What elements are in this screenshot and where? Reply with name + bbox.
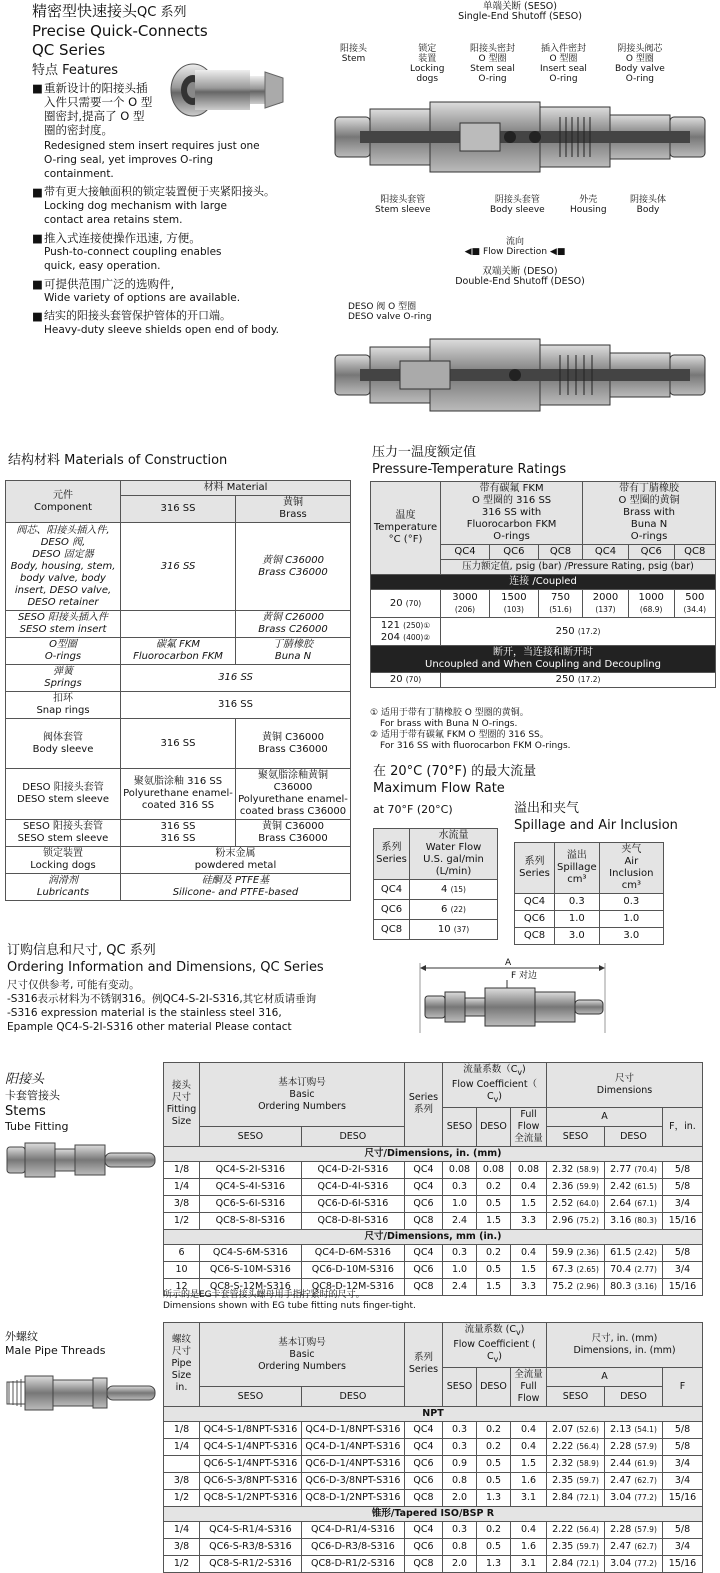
table-row: 6 QC4-S-6M-S316 QC4-D-6M-S316 QC4 0.3 0.2 0.4 59.9 (2.36) 61.5 (2.42) 5/8	[164, 1244, 703, 1261]
hdr-basic: 基本订购号 Basic Ordering Numbers	[200, 1323, 405, 1387]
hdr-series: QC6	[628, 545, 674, 560]
material-ss: 316 SS	[121, 523, 236, 611]
maxflow-row: QC6 6 (22)	[374, 900, 498, 920]
pt-value: 750 (51.6)	[538, 590, 582, 618]
hdr-series: 系列 Series	[515, 843, 555, 894]
hdr-dims: 尺寸, in. (mm) Dimensions, in. (mm)	[547, 1323, 703, 1368]
arrow-left-icon: ◀■	[464, 247, 481, 257]
hdr-size: 螺纹 尺寸 Pipe Size in.	[164, 1323, 200, 1407]
section-banner: 锥形/Tapered ISO/BSP R	[164, 1506, 703, 1521]
materials-title: 结构材料 Materials of Construction	[8, 453, 228, 468]
hdr-series: 系列 Series	[374, 829, 410, 880]
features-section	[32, 62, 322, 341]
material-ss	[121, 611, 236, 638]
spill-row: QC4 0.3 0.3	[515, 894, 664, 911]
hdr-cv: 流量系数 $(C_v)$ Flow Coefficient ( $C_v$)	[443, 1323, 547, 1368]
material-value: 硅酮及 PTFE基 Silicone- and PTFE-based	[121, 874, 351, 901]
hdr-series: 系列 Series	[405, 1323, 443, 1407]
pt-row: 121 (250)① 204 (400)② 250 (17.2)	[371, 618, 716, 646]
material-value: 316 SS	[121, 692, 351, 719]
material-brass: 黄铜 C36000 Brass C36000	[236, 719, 351, 769]
material-value: 粉末金属 powdered metal	[121, 847, 351, 874]
hdr-316ss: 316 SS	[121, 496, 236, 523]
title-cn: 精密型快速接头QC 系列	[32, 2, 187, 20]
feature-item: ■ 重新设计的阳接头插入件只需要一个 O 型圈密封,提高了 O 型圈的密封度。	[32, 81, 153, 137]
hdr-series: Series 系列	[405, 1063, 443, 1147]
dim-f-label: F 对边	[511, 971, 538, 981]
stem-photo	[5, 1135, 160, 1185]
feature-item: ■ 可提供范围广泛的选购件, Wide variety of options are available.	[32, 277, 241, 304]
material-row	[6, 820, 351, 847]
hdr-fkm: 带有碳氟 FKM O 型圈的 316 SS 316 SS with Fluorocarbon FKM O-rings	[441, 482, 583, 545]
label-stem: 阳接头 Stem	[340, 44, 368, 64]
pt-table	[370, 481, 716, 688]
feature-item: ■ 推入式连接使操作迅速, 方便。 Push-to-connect coupling enables quick, easy operation.	[32, 231, 222, 272]
material-ss: 碳氟 FKM Fluorocarbon FKM	[121, 638, 236, 665]
ordering-section: 订购信息和尺寸, QC 系列 Ordering Information and Dimensions, QC Series 尺寸仅供参考, 可能有变动。 -S316表示材料为不锈钢316。例QC4-S-2I-S316,其它材质请垂询 -S316 expression material is the stainless steel 316, Epample QC4-S-2I-S316 other material Please contact	[7, 943, 324, 1033]
hdr-air: 夹气 Air Inclusion cm³	[599, 843, 663, 894]
hdr-size: 接头 尺寸 Fitting Size	[164, 1063, 200, 1147]
pt-header-row	[371, 482, 716, 545]
title-series: QC Series	[32, 41, 106, 59]
table-row: 1/8 QC4-S-1/8NPT-S316 QC4-D-1/8NPT-S316 QC4 0.3 0.2 0.4 2.07 (52.6) 2.13 (54.1) 5/8	[164, 1421, 703, 1438]
section-banner: NPT	[164, 1406, 703, 1421]
material-ss: 聚氨脂涂釉 316 SS Polyurethane enamel- coated 316 SS	[121, 769, 236, 820]
hdr-series: QC6	[489, 545, 538, 560]
label-deso-valve: DESO 阀 O 型圈 DESO valve O-ring	[348, 302, 432, 322]
table-row: 3/8 QC6-S-3/8NPT-S316 QC6-D-3/8NPT-S316 QC6 0.8 0.5 1.6 2.35 (59.7) 2.47 (62.7) 3/4	[164, 1472, 703, 1489]
material-component: 扣环 Snap rings	[6, 692, 121, 719]
maxflow-title: 在 20°C (70°F) 的最大流量 Maximum Flow Rate at 70°F (20°C)	[373, 764, 537, 816]
material-row	[6, 692, 351, 719]
pt-title: 压力一温度额定值 Pressure-Temperature Ratings	[372, 445, 567, 477]
material-component: 润滑剂 Lubricants	[6, 874, 121, 901]
table-row: 1/4 QC4-S-1/4NPT-S316 QC4-D-1/4NPT-S316 QC4 0.3 0.2 0.4 2.22 (56.4) 2.28 (57.9) 5/8	[164, 1438, 703, 1455]
maxflow-row: QC8 10 (37)	[374, 920, 498, 940]
label-stem-sleeve: 阳接头套管 Stem sleeve	[375, 195, 431, 215]
seso-cutaway-svg	[330, 87, 720, 197]
stems-table: 接头 尺寸 Fitting Size 基本订购号 Basic Ordering Numbers Series 系列 流量系数$(C_v)$ Flow Coefficient（ $C_v$) 尺寸 Dimensions SESO DESO Full Flow 全流量 A F，in. SESO DESO SESO DESO 尺寸/Dimensions, in. (mm) 1/8 QC4-S-2I-S316 QC4-D-2I-S316 QC4 0.08 0.08 0.08 2.32 (58.9) 2.77 (70.4) 5/8 1/4 QC4-S-4I-S316 QC4-D-4I-S316 QC4 0.3 0.2 0.4 2.36 (59.9) 2.42 (61.5) 5/8 3/8 QC6-S-6I-S316 QC6-D-6I-S316 QC6 1.0 0.5 1.5 2.52 (64.0) 2.64 (67.1) 3/4 1/2 QC8-S-8I-S316 QC8-D-8I-S316 QC8 2.4 1.5 3.3 2.96 (75.2) 3.16 (80.3) 15/16 尺寸/Dimensions, mm (in.) 6 QC4-S-6M-S316 QC4-D-6M-S316 QC4 0.3 0.2 0.4 59.9 (2.36) 61.5 (2.42) 5/8 10 QC6-S-10M-S316 QC6-D-10M-S316 QC6 1.0 0.5 1.5 67.3 (2.65) 70.4 (2.77) 3/4 12 QC8-S-12M-S316 QC8-D-12M-S316 QC8 2.4 1.5 3.3 75.2 (2.96) 80.3 (3.16) 15/16	[163, 1062, 703, 1296]
material-component: DESO 阳接头套管 DESO stem sleeve	[6, 769, 121, 820]
deso-cutaway-svg	[330, 327, 720, 427]
spill-row: QC6 1.0 1.0	[515, 911, 664, 928]
hdr-buna: 带有丁腈橡胶 O 型圈的黄铜 Brass with Buna N O-rings	[583, 482, 716, 545]
hdr-component: 元件 Component	[6, 481, 121, 523]
label-insert-seal: 插入件密封 O 型圈 Insert seal O-ring	[540, 44, 587, 84]
hdr-basic: 基本订购号 Basic Ordering Numbers	[200, 1063, 405, 1127]
table-row: 3/8 QC6-S-6I-S316 QC6-D-6I-S316 QC6 1.0 0.5 1.5 2.52 (64.0) 2.64 (67.1) 3/4	[164, 1195, 703, 1212]
table-row: 3/8 QC6-S-R3/8-S316 QC6-D-R3/8-S316 QC6 0.8 0.5 1.6 2.35 (59.7) 2.47 (62.7) 3/4	[164, 1538, 703, 1555]
label-locking-dogs: 锁定 装置 Locking dogs	[410, 44, 445, 84]
table-row: 1/8 QC4-S-2I-S316 QC4-D-2I-S316 QC4 0.08 0.08 0.08 2.32 (58.9) 2.77 (70.4) 5/8	[164, 1161, 703, 1178]
material-ss: 316 SS	[121, 719, 236, 769]
hdr-spillage: 溢出 Spillage cm³	[555, 843, 600, 894]
title-en: Precise Quick-Connects	[32, 22, 208, 40]
maxflow-table	[373, 828, 498, 940]
material-value: 316 SS	[121, 665, 351, 692]
material-row	[6, 874, 351, 901]
table-row: 1/2 QC8-S-R1/2-S316 QC8-D-R1/2-S316 QC8 2.0 1.3 3.1 2.84 (72.1) 3.04 (77.2) 15/16	[164, 1555, 703, 1572]
material-row	[6, 611, 351, 638]
material-component: 锁定装置 Locking dogs	[6, 847, 121, 874]
dim-a-label: A	[505, 958, 512, 968]
material-component: O型圈 O-rings	[6, 638, 121, 665]
flow-direction: 流向 ◀■ Flow Direction ◀■	[464, 237, 566, 257]
arrow-left-icon: ◀■	[549, 247, 566, 257]
table-row: 1/4 QC4-S-R1/4-S316 QC4-D-R1/4-S316 QC4 0.3 0.2 0.4 2.22 (56.4) 2.28 (57.9) 5/8	[164, 1521, 703, 1538]
material-component: SESO 阳接头插入件 SESO stem insert	[6, 611, 121, 638]
hdr-f: F，in.	[663, 1107, 703, 1146]
material-row	[6, 665, 351, 692]
stems-note: 所示的是EG卡套管接头螺母用手指拧紧时的尺寸。 Dimensions shown with EG tube fitting nuts finger-tight.	[163, 1290, 416, 1311]
pt-value: 250 (17.2)	[441, 673, 716, 688]
hdr-water-flow: 水流量 Water Flow U.S. gal/min (L/min)	[410, 829, 498, 880]
pt-value: 1500 (103)	[489, 590, 538, 618]
pt-notes: ① 适用于带有丁腈橡胶 O 型圈的黄铜。 For brass with Buna N O-rings. ② 适用于带有碳氟 FKM O 型圈的 316 SS。 For 316 SS with fluorocarbon FKM O-rings.	[370, 708, 571, 751]
cutaway-diagrams	[330, 2, 720, 432]
deso-title: 双端关断 (DESO) Double-End Shutoff (DESO)	[455, 266, 585, 287]
page-header	[32, 2, 312, 60]
hdr-temperature: 温度 Temperature °C (°F)	[371, 482, 441, 575]
material-brass: 黄铜 C26000 Brass C26000	[236, 611, 351, 638]
pipe-table: 螺纹 尺寸 Pipe Size in. 基本订购号 Basic Ordering Numbers 系列 Series 流量系数 $(C_v)$ Flow Coefficient ( $C_v$) 尺寸, in. (mm) Dimensions, in. (mm) SESO DESO 全流量 Full Flow A F SESO DESO SESO DESO NPT 1/8 QC4-S-1/8NPT-S316 QC4-D-1/8NPT-S316 QC4 0.3 0.2 0.4 2.07 (52.6) 2.13 (54.1) 5/8 1/4 QC4-S-1/4NPT-S316 QC4-D-1/4NPT-S316 QC4 0.3 0.2 0.4 2.22 (56.4) 2.28 (57.9) 5/8 QC6-S-1/4NPT-S316 QC6-D-1/4NPT-S316 QC6 0.9 0.5 1.5 2.32 (58.9) 2.44 (61.9) 3/4 3/8 QC6-S-3/8NPT-S316 QC6-D-3/8NPT-S316 QC6 0.8 0.5 1.6 2.35 (59.7) 2.47 (62.7) 3/4 1/2 QC8-S-1/2NPT-S316 QC8-D-1/2NPT-S316 QC8 2.0 1.3 3.1 2.84 (72.1) 3.04 (77.2) 15/16 锥形/Tapered ISO/BSP R 1/4 QC4-S-R1/4-S316 QC4-D-R1/4-S316 QC4 0.3 0.2 0.4 2.22 (56.4) 2.28 (57.9) 5/8 3/8 QC6-S-R3/8-S316 QC6-D-R3/8-S316 QC6 0.8 0.5 1.6 2.35 (59.7) 2.47 (62.7) 3/4 1/2 QC8-S-R1/2-S316 QC8-D-R1/2-S316 QC8 2.0 1.3 3.1 2.84 (72.1) 3.04 (77.2) 15/16	[163, 1322, 703, 1573]
stems-label: 阳接头 卡套管接头 Stems Tube Fitting	[5, 1072, 69, 1133]
table-row: 1/2 QC8-S-8I-S316 QC8-D-8I-S316 QC8 2.4 1.5 3.3 2.96 (75.2) 3.16 (80.3) 15/16	[164, 1212, 703, 1229]
pt-row: 20 (70) 3000 (206) 1500 (103) 750 (51.6) 2000 (137) 1000 (68.9) 500 (34.4)	[371, 590, 716, 618]
section-banner: 尺寸/Dimensions, in. (mm)	[164, 1146, 703, 1161]
hdr-series: QC4	[583, 545, 629, 560]
label-stem-seal: 阳接头密封 O 型圈 Stem seal O-ring	[470, 44, 516, 84]
material-component: 弹簧 Springs	[6, 665, 121, 692]
hdr-full-flow: Full Flow 全流量	[511, 1107, 547, 1146]
materials-table	[5, 480, 351, 901]
label-body-sleeve: 阴接头套管 Body sleeve	[490, 195, 545, 215]
material-brass: 丁腈橡胶 Buna N	[236, 638, 351, 665]
hdr-full-flow: 全流量 Full Flow	[511, 1367, 547, 1406]
hdr-material: 材料 Material	[121, 481, 351, 496]
feature-item: ■ 带有更大接触面积的锁定装置便于夹紧阳接头。 Locking dog mechanism with large contact area retains stem.	[32, 185, 275, 226]
section-banner: 尺寸/Dimensions, mm (in.)	[164, 1229, 703, 1244]
material-component: SESO 阳接头套管 SESO stem sleeve	[6, 820, 121, 847]
label-body: 阴接头体 Body	[630, 195, 667, 215]
pipe-label: 外螺纹 Male Pipe Threads	[5, 1330, 106, 1357]
spill-table	[514, 842, 664, 945]
table-row: 1/4 QC4-S-4I-S316 QC4-D-4I-S316 QC4 0.3 0.2 0.4 2.36 (59.9) 2.42 (61.5) 5/8	[164, 1178, 703, 1195]
table-row: 10 QC6-S-10M-S316 QC6-D-10M-S316 QC6 1.0 0.5 1.5 67.3 (2.65) 70.4 (2.77) 3/4	[164, 1261, 703, 1278]
hdr-series: QC8	[538, 545, 582, 560]
table-row: 1/2 QC8-S-1/2NPT-S316 QC8-D-1/2NPT-S316 QC8 2.0 1.3 3.1 2.84 (72.1) 3.04 (77.2) 15/16	[164, 1489, 703, 1506]
table-row: 12 QC8-S-12M-S316 QC8-D-12M-S316 QC8 2.4 1.5 3.3 75.2 (2.96) 80.3 (3.16) 15/16	[164, 1278, 703, 1295]
pipe-photo	[5, 1368, 160, 1418]
table-row: QC6-S-1/4NPT-S316 QC6-D-1/4NPT-S316 QC6 0.9 0.5 1.5 2.32 (58.9) 2.44 (61.9) 3/4	[164, 1455, 703, 1472]
hdr-brass: 黄铜 Brass	[236, 496, 351, 523]
material-component: 阀体套管 Body sleeve	[6, 719, 121, 769]
hdr-f: F	[663, 1367, 703, 1406]
pt-value: 3000 (206)	[441, 590, 490, 618]
spill-row: QC8 3.0 3.0	[515, 928, 664, 945]
maxflow-row: QC4 4 (15)	[374, 880, 498, 900]
seso-title: 单端关断 (SESO) Single-End Shutoff (SESO)	[458, 1, 582, 22]
pt-row: 20 (70) 250 (17.2)	[371, 673, 716, 688]
pt-value: 2000 (137)	[583, 590, 629, 618]
label-housing: 外壳 Housing	[570, 195, 607, 215]
material-row	[6, 769, 351, 820]
pt-value: 1000 (68.9)	[628, 590, 674, 618]
material-brass: 黄铜 C36000 Brass C36000	[236, 820, 351, 847]
label-body-valve: 阴接头阀芯 O 型圈 Body valve O-ring	[615, 44, 665, 84]
material-ss: 316 SS 316 SS	[121, 820, 236, 847]
dimension-drawing	[415, 958, 615, 1038]
material-row	[6, 719, 351, 769]
features-heading: 特点 Features	[32, 63, 119, 78]
rating-label: 压力额定值, psig (bar) /Pressure Rating, psig (bar)	[441, 560, 716, 575]
hdr-series: QC8	[674, 545, 715, 560]
material-row	[6, 847, 351, 874]
feature-item: ■ 结实的阳接头套管保护管体的开口端。 Heavy-duty sleeve shields open end of body.	[32, 309, 279, 336]
uncoupled-banner: 断开，当连接和断开时 Uncoupled and When Coupling and Decoupling	[371, 646, 716, 673]
hdr-series: QC4	[441, 545, 490, 560]
pt-value: 250 (17.2)	[441, 618, 716, 646]
spill-title: 溢出和夹气 Spillage and Air Inclusion	[514, 801, 678, 833]
hdr-cv: 流量系数$(C_v)$ Flow Coefficient（ $C_v$)	[443, 1063, 547, 1108]
pt-value: 500 (34.4)	[674, 590, 715, 618]
feature-item-en: Redesigned stem insert requires just one O-ring seal, yet improves O-ring containment.	[44, 140, 260, 180]
coupled-banner: 连接 /Coupled	[371, 575, 716, 590]
material-brass: 黄铜 C36000 Brass C36000	[236, 523, 351, 611]
material-component: 阀芯、阳接头插入件, DESO 阀, DESO 固定器 Body, housing, stem, body valve, body insert, DESO valve, DESO retainer	[6, 523, 121, 611]
hdr-dims: 尺寸 Dimensions	[547, 1063, 703, 1108]
material-row	[6, 638, 351, 665]
material-brass: 聚氨脂涂釉黄铜 C36000 Polyurethane enamel- coated brass C36000	[236, 769, 351, 820]
material-row	[6, 523, 351, 611]
